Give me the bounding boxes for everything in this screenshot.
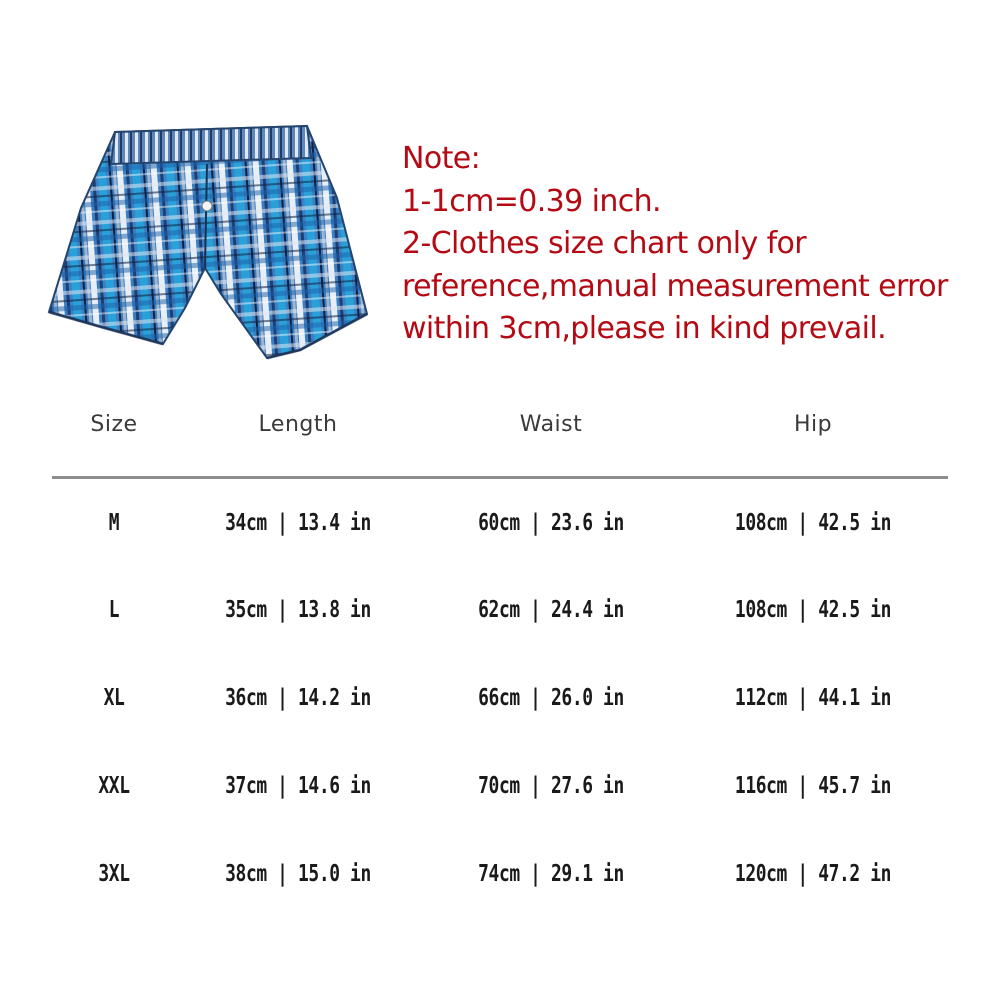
cell-size: L [108,597,120,623]
cell-waist: 70cm | 27.6 in [478,773,624,799]
header-hip: Hip [793,412,833,437]
cell-hip: 112cm | 44.1 in [734,685,892,711]
note-line-disclaimer-2: reference,manual measurement error [402,268,948,304]
table-row [0,685,1000,725]
cell-size: XXL [98,773,130,799]
cell-waist: 74cm | 29.1 in [478,861,624,887]
cell-size: XL [103,685,125,711]
cell-waist: 66cm | 26.0 in [478,685,624,711]
cell-size: M [108,510,120,536]
table-row [0,597,1000,637]
product-image [45,118,370,366]
size-table-header [52,412,948,456]
cell-size: 3XL [98,861,130,887]
header-size: Size [90,412,138,437]
note-title: Note: [402,141,481,176]
cell-waist: 62cm | 24.4 in [478,597,624,623]
table-row [0,773,1000,813]
cell-length: 37cm | 14.6 in [225,773,371,799]
table-row [0,510,1000,550]
header-waist: Waist [519,412,583,437]
cell-hip: 108cm | 42.5 in [734,597,892,623]
plaid-boxer-shorts-icon [45,118,370,366]
cell-length: 35cm | 13.8 in [225,597,371,623]
cell-length: 36cm | 14.2 in [225,685,371,711]
cell-length: 38cm | 15.0 in [225,861,371,887]
cell-hip: 108cm | 42.5 in [734,510,892,536]
header-divider [52,476,948,479]
note-line-disclaimer-1: 2-Clothes size chart only for [402,226,807,261]
cell-hip: 120cm | 47.2 in [734,861,892,887]
header-length: Length [258,412,338,437]
cell-waist: 60cm | 23.6 in [478,510,624,536]
note-line-disclaimer-3: within 3cm,please in kind prevail. [402,311,887,346]
table-row [0,861,1000,901]
cell-hip: 116cm | 45.7 in [734,773,892,799]
size-note [402,138,992,351]
cell-length: 34cm | 13.4 in [225,510,371,536]
note-line-conversion: 1-1cm=0.39 inch. [402,183,661,219]
